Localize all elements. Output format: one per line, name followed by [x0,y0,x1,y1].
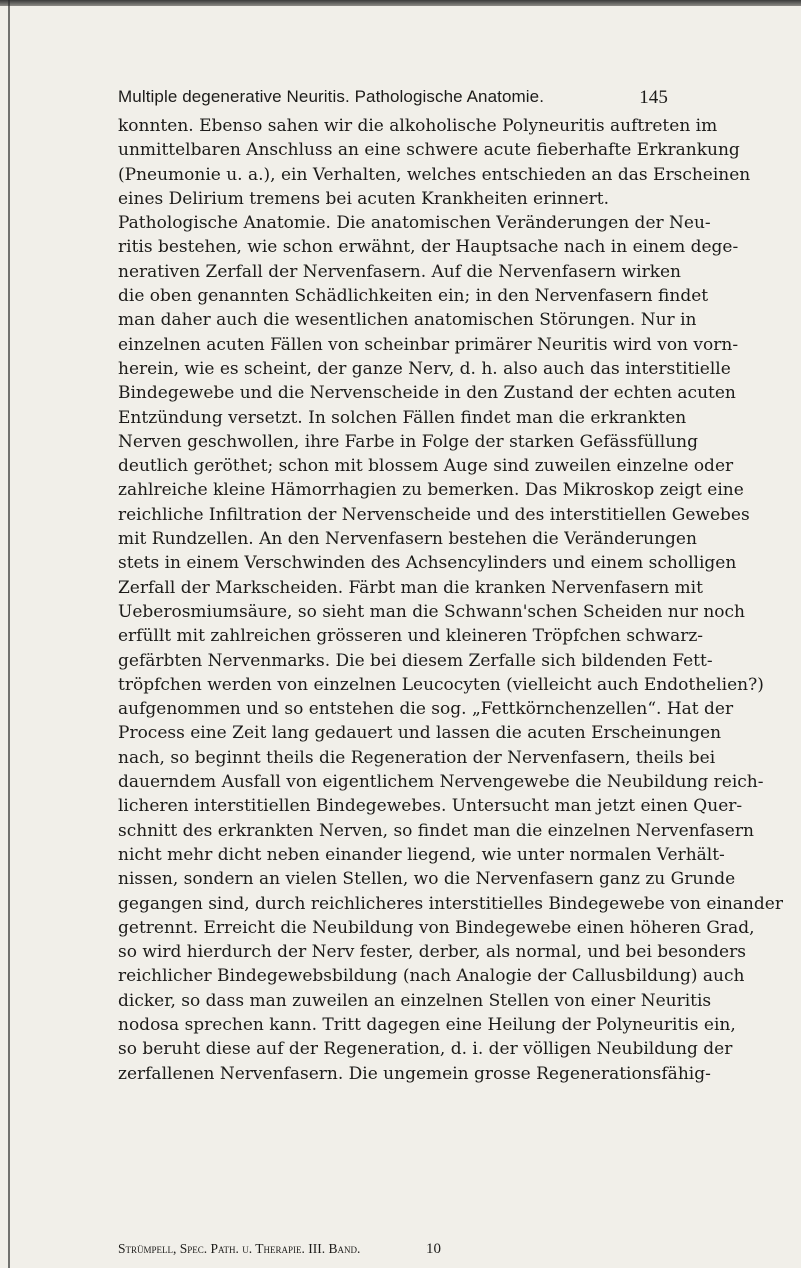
text-line: mit Rundzellen. An den Nervenfasern bestehen die Veränderungen [118,529,697,550]
footer-reference: Strümpell, Spec. Path. u. Therapie. III. Band. [118,1241,361,1256]
left-border [8,0,10,1268]
text-line: zerfallenen Nervenfasern. Die ungemein grosse Regenerationsfähig- [118,1063,711,1084]
running-header [118,87,668,113]
text-line: aufgenommen und so entstehen die sog. „Fettkörnchenzellen“. Hat der [118,699,734,720]
text-line: herein, wie es scheint, der ganze Nerv, d. h. also auch das interstitielle [118,358,731,379]
text-line: einzelnen acuten Fällen von scheinbar primärer Neuritis wird von vorn- [118,334,739,355]
text-line: Ueberosmiumsäure, so sieht man die Schwann'schen Scheiden nur noch [118,601,745,622]
text-line: nach, so beginnt theils die Regeneration der Nervenfasern, theils bei [118,747,716,768]
text-line: nerativen Zerfall der Nervenfasern. Auf die Nervenfasern wirken [118,261,682,282]
signature-mark: 10 [426,1241,441,1257]
text-line: tröpfchen werden von einzelnen Leucocyten (vielleicht auch Endothelien?) [118,674,764,695]
text-line: reichlicher Bindegewebsbildung (nach Analogie der Callusbildung) auch [118,966,745,987]
text-line: so wird hierdurch der Nerv fester, derber, als normal, und bei besonders [118,942,746,963]
text-line: die oben genannten Schädlichkeiten ein; in den Nervenfasern findet [118,286,709,307]
running-title: Multiple degenerative Neuritis. Pathologische Anatomie. [118,87,545,106]
text-line: nissen, sondern an vielen Stellen, wo die Nervenfasern ganz zu Grunde [118,869,736,890]
text-line: schnitt des erkrankten Nerven, so findet man die einzelnen Nervenfasern [118,820,754,841]
text-line: Bindegewebe und die Nervenscheide in den Zustand der echten acuten [118,383,736,404]
page-number: 145 [639,87,668,108]
text-line: nicht mehr dicht neben einander liegend, wie unter normalen Verhält- [118,844,725,865]
text-line: ritis bestehen, wie schon erwähnt, der Hauptsache nach in einem dege- [118,237,739,258]
text-line: Zerfall der Markscheiden. Färbt man die kranken Nervenfasern mit [118,577,703,598]
text-line: nodosa sprechen kann. Tritt dagegen eine Heilung der Polyneuritis ein, [118,1014,736,1035]
text-line: (Pneumonie u. a.), ein Verhalten, welches entschieden an das Erscheinen [118,164,751,185]
text-line: unmittelbaren Anschluss an eine schwere acute fieberhafte Erkrankung [118,140,740,161]
text-line: getrennt. Erreicht die Neubildung von Bindegewebe einen höheren Grad, [118,917,755,938]
text-line: stets in einem Verschwinden des Achsencylinders und einem scholligen [118,553,737,574]
text-line: Pathologische Anatomie. Die anatomischen Veränderungen der Neu- [118,213,711,234]
text-line: reichliche Infiltration der Nervenscheide und des interstitiellen Gewebes [118,504,750,525]
text-line: Process eine Zeit lang gedauert und lassen die acuten Erscheinungen [118,723,722,744]
body-text [118,114,783,1086]
text-line: gefärbten Nervenmarks. Die bei diesem Zerfalle sich bildenden Fett- [118,650,713,671]
text-line: zahlreiche kleine Hämorrhagien zu bemerken. Das Mikroskop zeigt eine [118,480,744,501]
text-line: Entzündung versetzt. In solchen Fällen findet man die erkrankten [118,407,687,428]
text-line: licheren interstitiellen Bindegewebes. Untersucht man jetzt einen Quer- [118,796,743,817]
text-line: eines Delirium tremens bei acuten Krankheiten erinnert. [118,188,609,209]
footer [118,1241,668,1261]
text-line: man daher auch die wesentlichen anatomischen Störungen. Nur in [118,310,697,331]
text-line: deutlich geröthet; schon mit blossem Auge sind zuweilen einzelne oder [118,456,734,477]
text-line: Nerven geschwollen, ihre Farbe in Folge der starken Gefässfüllung [118,431,699,452]
text-line: gegangen sind, durch reichlicheres interstitielles Bindegewebe von einander [118,893,783,914]
text-line: dauerndem Ausfall von eigentlichem Nervengewebe die Neubildung reich- [118,772,764,793]
text-line: so beruht diese auf der Regeneration, d. i. der völligen Neubildung der [118,1039,733,1060]
text-line: konnten. Ebenso sahen wir die alkoholische Polyneuritis auftreten im [118,116,718,136]
text-line: dicker, so dass man zuweilen an einzelnen Stellen von einer Neuritis [118,990,712,1011]
text-line: erfüllt mit zahlreichen grösseren und kleineren Tröpfchen schwarz- [118,626,704,647]
top-border [0,0,801,6]
